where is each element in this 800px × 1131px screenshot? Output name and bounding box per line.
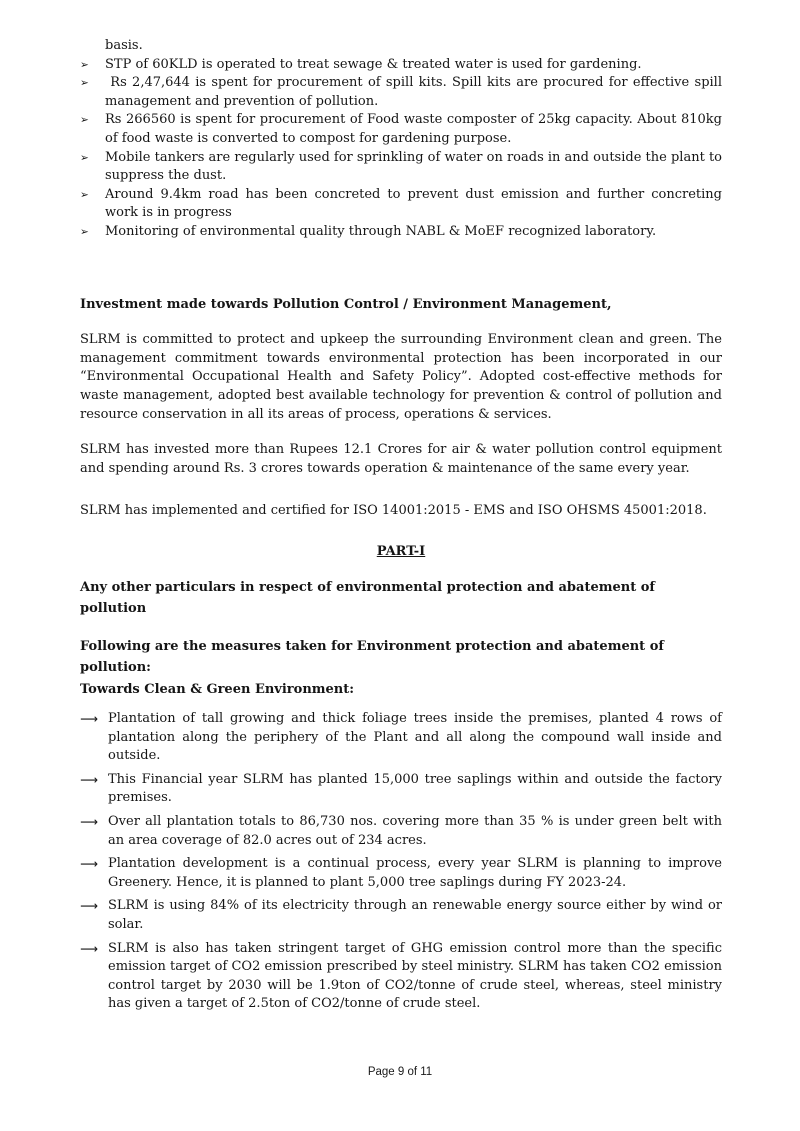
arrowhead-bullet-list <box>80 56 722 242</box>
arrow-item-text: Plantation of tall growing and thick foliage trees inside the premises, planted 4 rows of plantation along the periphery of the Plant and all along the compound wall inside and outside. <box>108 711 722 764</box>
long-arrow-icon: ⟶ <box>80 711 98 727</box>
investment-paragraph-1: SLRM is committed to protect and upkeep the surrounding Environment clean and green. The management commitment towards environmental protection has been incorporated in our “Environmental Occupational Health and Safety Policy”. Adopted cost-effective methods for waste management, adopted best available technology for prevention & control of pollution and resource conservation in all its areas of process, operations & services. <box>80 332 722 422</box>
arrowhead-bullet-icon: ➢ <box>80 188 89 201</box>
bullet-list-item <box>80 186 722 223</box>
bullet-item-text: Rs 266560 is spent for procurement of Food waste composter of 25kg capacity. About 810kg of food waste is converted to compost for gardening purpose. <box>105 112 722 146</box>
arrow-item-text: Over all plantation totals to 86,730 nos. covering more than 35 % is under green belt with an area coverage of 82.0 acres out of 234 acres. <box>108 814 722 848</box>
investment-paragraph-3: SLRM has implemented and certified for ISO 14001:2015 - EMS and ISO OHSMS 45001:2018. <box>80 503 707 519</box>
arrow-list-item <box>80 940 722 1014</box>
long-arrow-icon: ⟶ <box>80 856 98 872</box>
long-arrow-icon: ⟶ <box>80 898 98 914</box>
arrow-list-item <box>80 710 722 766</box>
arrowhead-bullet-icon: ➢ <box>80 58 89 71</box>
investment-paragraph-2: SLRM has invested more than Rupees 12.1 Crores for air & water pollution control equipment and spending around Rs. 3 crores towards operation & maintenance of the same every year. <box>80 442 722 476</box>
measures-heading: Following are the measures taken for Environment protection and abatement of pollution: <box>80 639 664 676</box>
arrow-bullet-list <box>80 710 722 1014</box>
arrow-list-item <box>80 897 722 934</box>
arrowhead-bullet-icon: ➢ <box>80 114 89 127</box>
arrow-item-text: SLRM is also has taken stringent target of GHG emission control more than the specific emission target of CO2 emission prescribed by steel ministry. SLRM has taken CO2 emission control target by 2030 will be 1.9ton of CO2/tonne of crude steel, whereas, steel ministry has given a target of 2.5ton of CO2/tonne of crude steel. <box>108 940 722 1012</box>
bullet-item-text: Rs 2,47,644 is spent for procurement of spill kits. Spill kits are procured for effective spill management and prevention of pollution. <box>105 75 722 109</box>
page-number-footer: Page 9 of 11 <box>367 1066 433 1078</box>
particulars-heading: Any other particulars in respect of environmental protection and abatement of pollution <box>80 580 655 617</box>
bullet-list-item <box>80 74 722 111</box>
arrow-item-text: SLRM is using 84% of its electricity through an renewable energy source either by wind or solar. <box>108 898 722 932</box>
bullet-list-item <box>80 223 722 242</box>
long-arrow-icon: ⟶ <box>80 771 98 787</box>
arrow-list-item <box>80 771 722 808</box>
bullet-list-item <box>80 111 722 148</box>
continuation-line-text: basis. <box>105 38 143 53</box>
bullet-item-text: STP of 60KLD is operated to treat sewage & treated water is used for gardening. <box>105 56 642 72</box>
arrowhead-bullet-icon: ➢ <box>80 151 89 164</box>
arrow-list-item <box>80 855 722 892</box>
bullet-list-item <box>80 149 722 186</box>
arrow-item-text: This Financial year SLRM has planted 15,000 tree saplings within and outside the factory premises. <box>108 771 722 806</box>
bullet-item-text: Around 9.4km road has been concreted to prevent dust emission and further concreting work is in progress <box>105 186 722 221</box>
part-heading: PART-I <box>376 543 426 559</box>
investment-heading: Investment made towards Pollution Control / Environment Management, <box>80 296 612 312</box>
bullet-item-text: Mobile tankers are regularly used for sprinkling of water on roads in and outside the plant to suppress the dust. <box>105 149 722 184</box>
arrow-list-item <box>80 813 722 850</box>
clean-green-heading: Towards Clean & Green Environment: <box>80 682 355 698</box>
bullet-item-text: Monitoring of environmental quality through NABL & MoEF recognized laboratory. <box>105 223 657 239</box>
arrowhead-bullet-icon: ➢ <box>80 77 89 90</box>
bullet-list-item <box>80 56 722 75</box>
arrow-item-text: Plantation development is a continual process, every year SLRM is planning to improve Greenery. Hence, it is planned to plant 5,000 tree saplings during FY 2023-24. <box>108 856 722 890</box>
long-arrow-icon: ⟶ <box>80 940 98 956</box>
arrowhead-bullet-icon: ➢ <box>80 225 89 238</box>
long-arrow-icon: ⟶ <box>80 814 98 830</box>
